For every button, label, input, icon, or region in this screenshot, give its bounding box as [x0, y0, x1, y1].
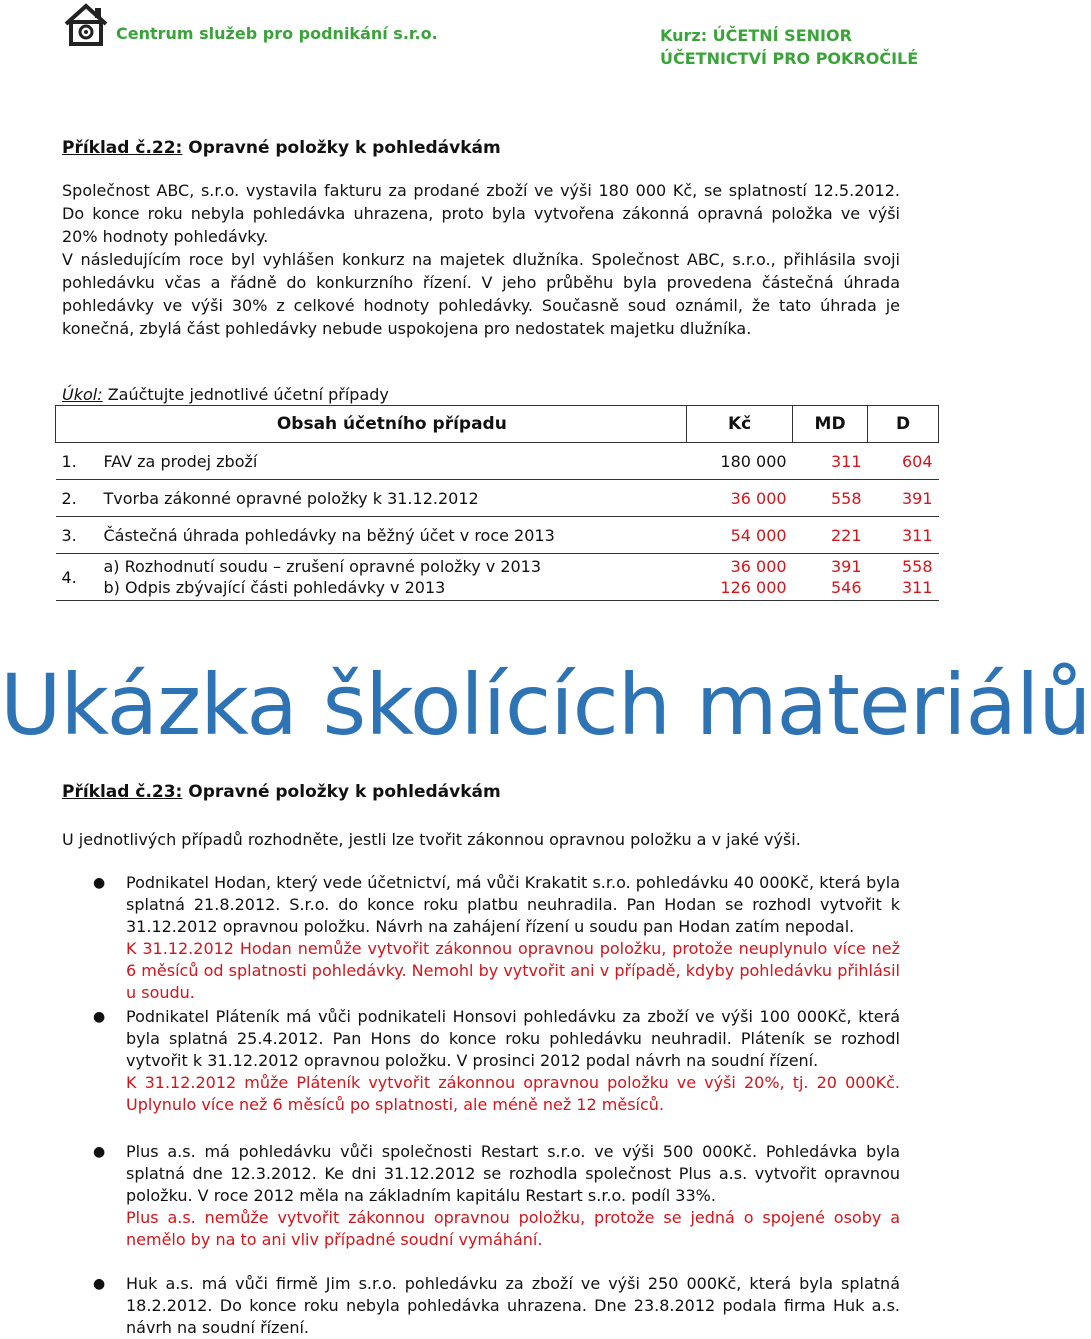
- header-d: D: [868, 406, 939, 443]
- example-22-para-1: Společnost ABC, s.r.o. vystavila fakturu za prodané zboží ve výši 180 000 Kč, se splatností 12.5.2012. Do konce roku nebyla pohledávka uhrazena, proto byla vytvořena zákonná opravná položka ve výši 20% hodnoty pohledávky.: [62, 181, 900, 246]
- list-item: [62, 1141, 900, 1251]
- course-title-line1: Kurz: ÚČETNÍ SENIOR: [660, 26, 852, 45]
- bullet-icon: ●: [93, 1276, 106, 1292]
- task-text: Zaúčtujte jednotlivé účetní případy: [102, 385, 389, 404]
- list-item: [62, 1273, 900, 1339]
- row-d: [868, 554, 939, 601]
- item-text: Podnikatel Hodan, který vede účetnictví, má vůči Krakatit s.r.o. pohledávku 40 000Kč, která byla splatná 21.8.2012. S.r.o. do konce roku platbu neuhradila. Pan Hodan se rozhodl vytvořit k 31.12.2012 opravnou položku. Návrh na zahájení řízení u soudu pan Hodan zatím nepodal.: [126, 873, 900, 936]
- row-d-a: 558: [901, 557, 933, 576]
- bullet-icon: ●: [93, 1009, 106, 1025]
- example-23-label: Příklad č.23:: [62, 782, 183, 802]
- task-label: Úkol:: [62, 385, 103, 404]
- accounting-table: [55, 405, 939, 601]
- task-line: [62, 385, 389, 404]
- bullet-icon: ●: [93, 1144, 106, 1160]
- page-header: [0, 0, 960, 80]
- row-text-b: b) Odpis zbývající části pohledávky v 2013: [103, 578, 446, 597]
- example-22-text: [62, 179, 900, 340]
- item-text: Plus a.s. má pohledávku vůči společnosti Restart s.r.o. ve výši 500 000Kč. Pohledávka byla splatná dne 12.3.2012. Ke dni 31.12.2012 se rozhodla společnost Plus a.s. vytvořit opravnou položku. V roce 2012 měla na základním kapitálu Restart s.r.o. podíl 33%.: [126, 1142, 900, 1205]
- row-d: 604: [868, 443, 939, 480]
- row-md-b: 546: [830, 578, 862, 597]
- example-22-para-2: V následujícím roce byl vyhlášen konkurz na majetek dlužníka. Společnost ABC, s.r.o., přihlásila svoji pohledávku včas a řádně do konkurzního řízení. V jeho průběhu byla provedena částečná úhrada pohledávky ve výši 30% z celkové hodnoty pohledávky. Současně soud oznámil, že tato úhrada je konečná, zbylá část pohledávky nebude uspokojena pro nedostatek majetku dlužníka.: [62, 250, 900, 338]
- watermark: Ukázka školících materiálů: [0, 656, 1091, 754]
- course-title: [660, 24, 918, 70]
- row-kc: 54 000: [687, 517, 793, 554]
- row-number: 1.: [56, 443, 98, 480]
- table-row: [56, 517, 939, 554]
- example-23-intro: U jednotlivých případů rozhodněte, jestli lze tvořit zákonnou opravnou položku a v jaké výši.: [62, 830, 801, 849]
- list-item: [62, 1006, 900, 1116]
- table-row: [56, 443, 939, 480]
- row-text-a: a) Rozhodnutí soudu – zrušení opravné položky v 2013: [103, 557, 542, 576]
- row-md: [793, 554, 868, 601]
- row-text: FAV za prodej zboží: [97, 443, 686, 480]
- item-answer: Plus a.s. nemůže vytvořit zákonnou opravnou položku, protože se jedná o spojené osoby a nemělo by na to ani vliv případné soudní vymáhání.: [126, 1208, 900, 1249]
- item-answer: K 31.12.2012 Hodan nemůže vytvořit zákonnou opravnou položku, protože neuplynulo více než 6 měsíců od splatnosti pohledávky. Nemohl by vytvořit ani v případě, kdyby pohledávku přihlásil u soudu.: [126, 939, 900, 1002]
- course-title-line2: ÚČETNICTVÍ PRO POKROČILÉ: [660, 49, 919, 68]
- row-number: 3.: [56, 517, 98, 554]
- row-md: 221: [793, 517, 868, 554]
- example-22-heading: [62, 138, 501, 158]
- item-text: Podnikatel Pláteník má vůči podnikateli Honsovi pohledávku za zboží ve výši 100 000Kč, která byla splatná 25.4.2012. Pan Hons do konce roku pohledávku neuhradil. Pláteník se rozhodl vytvořit k 31.12.2012 opravnou položku. V prosinci 2012 podal návrh na soudní řízení.: [126, 1007, 900, 1070]
- row-kc: [687, 554, 793, 601]
- row-d-b: 311: [901, 578, 933, 597]
- row-number: 4.: [56, 554, 98, 601]
- row-text: Tvorba zákonné opravné položky k 31.12.2012: [97, 480, 686, 517]
- table-row: [56, 480, 939, 517]
- row-kc-b: 126 000: [720, 578, 787, 597]
- row-d: 311: [868, 517, 939, 554]
- company-name: Centrum služeb pro podnikání s.r.o.: [116, 24, 438, 43]
- example-22-label: Příklad č.22:: [62, 138, 183, 158]
- row-number: 2.: [56, 480, 98, 517]
- example-22-title: Opravné položky k pohledávkám: [188, 138, 501, 158]
- row-text: [97, 554, 686, 601]
- item-text: Huk a.s. má vůči firmě Jim s.r.o. pohledávku za zboží ve výši 250 000Kč, která byla splatná 18.2.2012. Do konce roku nebyla pohledávka uhrazena. Dne 23.8.2012 podala firma Huk a.s. návrh na soudní řízení.: [126, 1274, 900, 1337]
- header-content: Obsah účetního případu: [97, 406, 686, 443]
- item-answer: K 31.12.2012 může Pláteník vytvořit zákonnou opravnou položku ve výši 20%, tj. 20 000Kč. Uplynulo více než 6 měsíců po splatnosti, ale méně než 12 měsíců.: [126, 1073, 900, 1114]
- list-item: [62, 872, 900, 1004]
- row-md: 558: [793, 480, 868, 517]
- table-header-row: [56, 406, 939, 443]
- row-kc-a: 36 000: [730, 557, 787, 576]
- row-md-a: 391: [830, 557, 862, 576]
- header-kc: Kč: [687, 406, 793, 443]
- bullet-icon: ●: [93, 875, 106, 891]
- row-kc: 180 000: [687, 443, 793, 480]
- example-23-heading: [62, 782, 501, 802]
- example-23-title: Opravné položky k pohledávkám: [188, 782, 501, 802]
- row-text: Částečná úhrada pohledávky na běžný účet v roce 2013: [97, 517, 686, 554]
- row-md: 311: [793, 443, 868, 480]
- house-gear-logo-icon: [62, 2, 110, 46]
- row-kc: 36 000: [687, 480, 793, 517]
- row-d: 391: [868, 480, 939, 517]
- header-md: MD: [793, 406, 868, 443]
- table-row: [56, 554, 939, 601]
